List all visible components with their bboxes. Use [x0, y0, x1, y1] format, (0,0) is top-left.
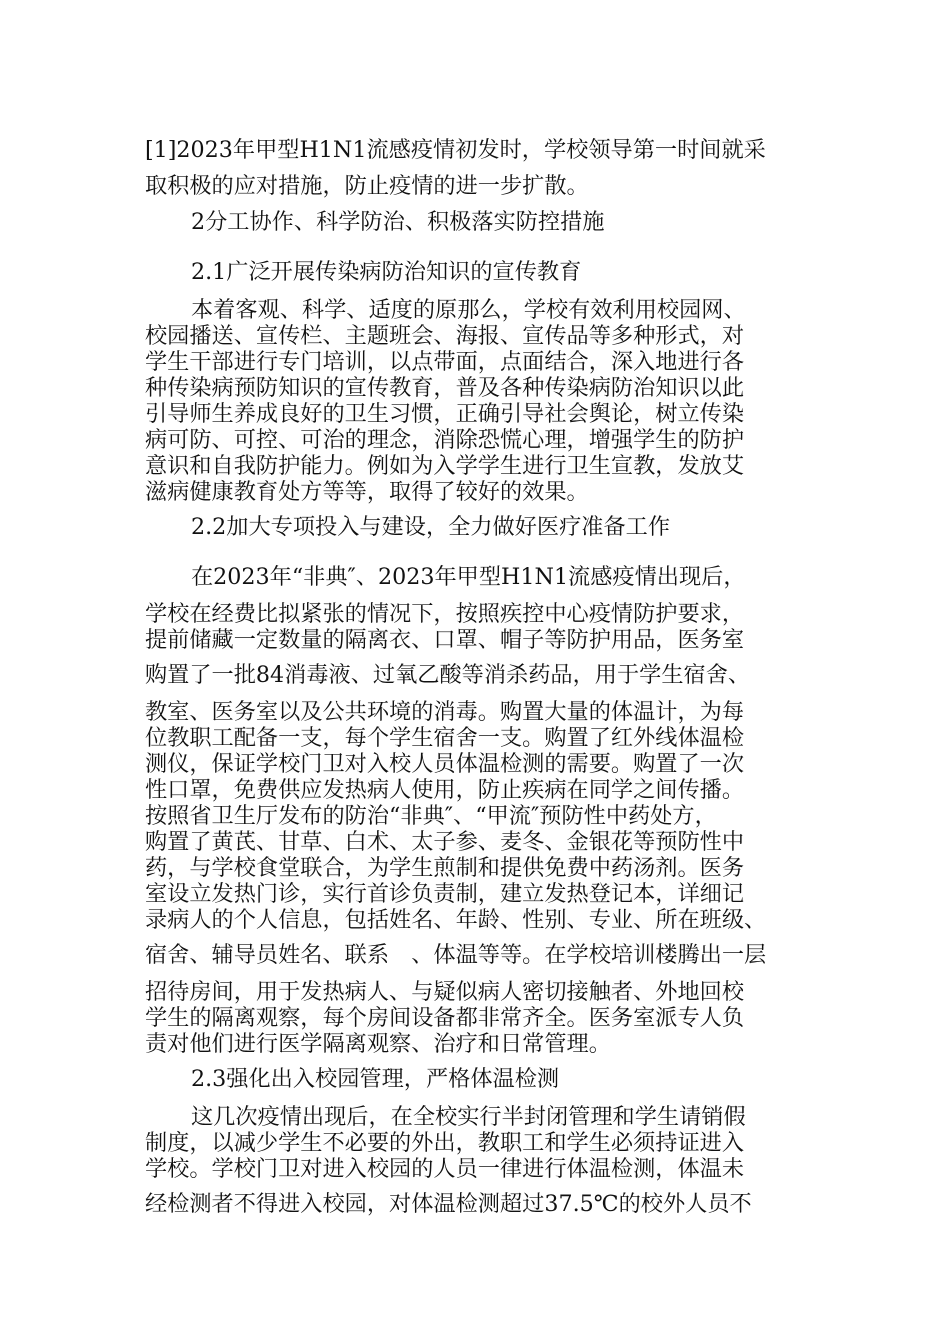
paragraph-line: 位教职工配备一支，每个学生宿舍一支。购置了红外线体温检 [145, 725, 745, 751]
paragraph-line: 招待房间，用于发热病人、与疑似病人密切接触者、外地回校 [145, 979, 745, 1005]
paragraph-line: 按照省卫生厅发布的防治“非典″、“甲流″预防性中药处方， [145, 803, 717, 829]
subsection-heading: 2.1广泛开展传染病防治知识的宣传教育 [191, 259, 582, 285]
paragraph-line: 录病人的个人信息，包括姓名、年龄、性别、专业、所在班级、 [145, 907, 767, 933]
subsection-heading: 2.2加大专项投入与建设，全力做好医疗准备工作 [191, 514, 671, 540]
paragraph-line: 引导师生养成良好的卫生习惯，正确引导社会舆论，树立传染 [145, 401, 745, 427]
paragraph-line: 学校在经费比拟紧张的情况下，按照疾控中心疫情防护要求， [145, 601, 745, 627]
paragraph-line: 在2023年“非典″、2023年甲型H1N1流感疫情出现后， [191, 564, 746, 590]
paragraph-line: 性口罩，免费供应发热病人使用，防止疾病在同学之间传播。 [145, 777, 745, 803]
paragraph-line: 学校。学校门卫对进入校园的人员一律进行体温检测，体温未 [145, 1156, 745, 1182]
paragraph-line: 宿舍、辅导员姓名、联系 、体温等等。在学校培训楼腾出一层 [145, 942, 767, 968]
paragraph-line: 责对他们进行医学隔离观察、治疗和日常管理。 [145, 1031, 611, 1057]
paragraph-line: 药，与学校食堂联合，为学生煎制和提供免费中药汤剂。医务 [145, 855, 745, 881]
paragraph-line: 经检测者不得进入校园，对体温检测超过37.5℃的校外人员不 [145, 1191, 752, 1217]
paragraph-line: 取积极的应对措施，防止疫情的进一步扩散。 [145, 173, 589, 199]
paragraph-line: 教室、医务室以及公共环境的消毒。购置大量的体温计，为每 [145, 699, 745, 725]
paragraph-line: 测仪，保证学校门卫对入校人员体温检测的需要。购置了一次 [145, 751, 745, 777]
paragraph-line: 提前储藏一定数量的隔离衣、口罩、帽子等防护用品，医务室 [145, 627, 745, 653]
paragraph-line: 意识和自我防护能力。例如为入学学生进行卫生宣教，发放艾 [145, 453, 745, 479]
paragraph-line: 这几次疫情出现后，在全校实行半封闭管理和学生请销假 [191, 1104, 746, 1130]
paragraph-line: [1]2023年甲型H1N1流感疫情初发时，学校领导第一时间就采 [145, 137, 766, 163]
paragraph-line: 滋病健康教育处方等等，取得了较好的效果。 [145, 479, 589, 505]
paragraph-line: 室设立发热门诊，实行首诊负责制，建立发热登记本，详细记 [145, 881, 745, 907]
paragraph-line: 学生干部进行专门培训，以点带面，点面结合，深入地进行各 [145, 349, 745, 375]
paragraph-line: 制度，以减少学生不必要的外出，教职工和学生必须持证进入 [145, 1130, 745, 1156]
paragraph-line: 本着客观、科学、适度的原那么，学校有效利用校园网、 [191, 297, 746, 323]
paragraph-line: 病可防、可控、可治的理念，消除恐慌心理，增强学生的防护 [145, 427, 745, 453]
subsection-heading: 2.3强化出入校园管理，严格体温检测 [191, 1066, 560, 1092]
paragraph-line: 校园播送、宣传栏、主题班会、海报、宣传品等多种形式，对 [145, 323, 745, 349]
paragraph-line: 种传染病预防知识的宣传教育，普及各种传染病防治知识以此 [145, 375, 745, 401]
section-heading: 2分工协作、科学防治、积极落实防控措施 [191, 209, 605, 235]
paragraph-line: 学生的隔离观察，每个房间设备都非常齐全。医务室派专人负 [145, 1005, 745, 1031]
paragraph-line: 购置了黄芪、甘草、白术、太子参、麦冬、金银花等预防性中 [145, 829, 745, 855]
paragraph-line: 购置了一批84消毒液、过氧乙酸等消杀药品，用于学生宿舍、 [145, 662, 751, 688]
